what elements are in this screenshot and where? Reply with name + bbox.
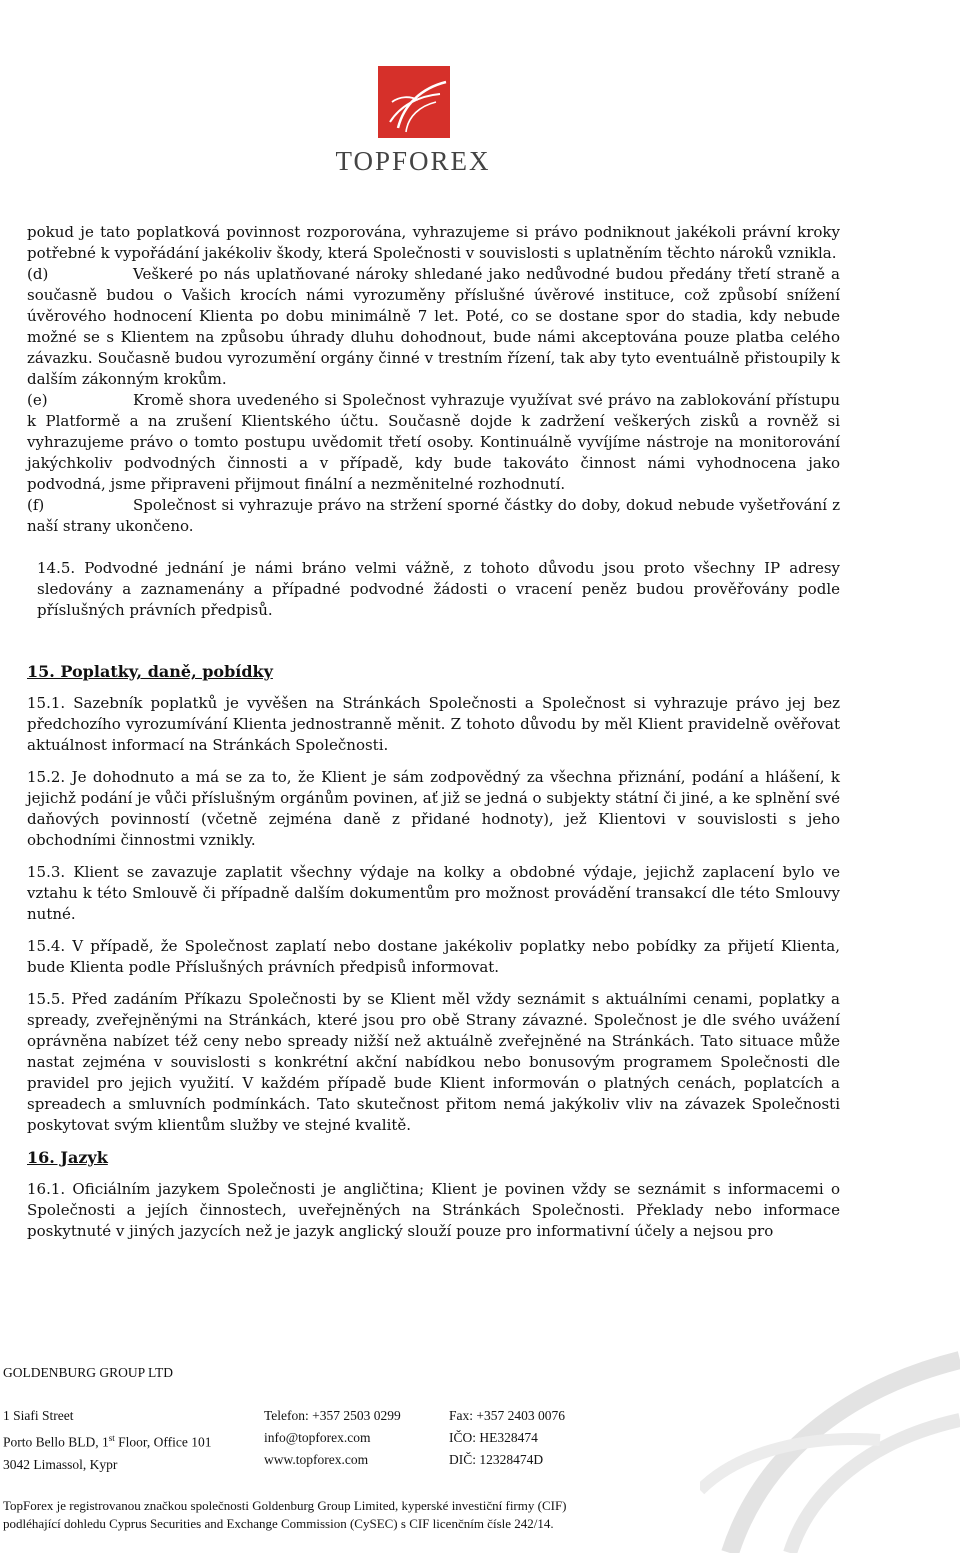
footer-legal-notice — [3, 1497, 903, 1533]
footer-ico: IČO: HE328474 — [449, 1430, 538, 1445]
paragraph-continuation: pokud je tato poplatková povinnost rozporována, vyhrazujeme si právo podniknout jakékoli právní kroky potřebné k vypořádání jakékoliv škody, která Společnosti v souvislosti s uplatněním těchto nároků vznikla. — [27, 223, 840, 262]
footer-email-link[interactable]: info@topforex.com — [264, 1430, 371, 1445]
company-logo — [318, 66, 508, 178]
clause-d-label: (d) — [27, 265, 49, 283]
section-15-3: 15.3. Klient se zavazuje zaplatit všechny výdaje na kolky a obdobné výdaje, jejichž zaplacení bylo ve vztahu k této Smlouvě či případně dalším dokumentům pro možnost provádění transakcí dle této Smlouvy nutné. — [27, 863, 840, 923]
footer-address-line-3: 3042 Limassol, Kypr — [3, 1456, 118, 1472]
section-15-5: 15.5. Před zadáním Příkazu Společnosti by se Klient měl vždy seznámit s aktuálními cenami, poplatky a spready, zveřejněnými na Stránkách, které jsou pro obě Strany závazné. Společnost je dle svého uvážení oprávněna nabízet též ceny nebo spready nižší než aktuálně zveřejněné na Stránkách. Tato situace může nastat zejména v souvislosti s konkrétní akční nabídkou nebo bonusovým programem Společnosti dle pravidel pro jejich využití. V každém případě bude Klient informován o platných cenách, poplatcích a spreadech a smluvních podmínkách. Tato skutečnost přitom nemá jakýkoliv vliv na závazek Společnosti poskytovat svým klientům služby ve stejné kvalitě. — [27, 990, 840, 1134]
clause-e — [27, 390, 840, 495]
footer-dic: DIČ: 12328474D — [449, 1452, 544, 1467]
footer-address-line-2 — [3, 1427, 211, 1454]
clause-e-label: (e) — [27, 391, 48, 409]
heading-16: 16. Jazyk — [27, 1148, 108, 1167]
logo-wordmark: TOPFOREX — [335, 146, 491, 176]
document-body — [27, 222, 840, 1242]
footer-fax: Fax: +357 2403 0076 — [449, 1408, 565, 1423]
footer-address-line-2-pre: Porto Bello BLD, 1 — [3, 1434, 109, 1450]
clause-d-text: Veškeré po nás uplatňované nároky shledané jako nedůvodné budou předány třetí straně a současně budou o Vašich krocích námi vyrozuměny příslušné úvěrové instituce, což způsobí snížení úvěrového hodnocení Klienta po dobu minimálně 7 let. Poté, co se dostane spor do stadia, kdy nebude možné se s Klientem na způsobu úhrady dluhu dohodnout, bude námi akceptována pouze platba celého závazku. Současně budou vyrozumění orgány činné v trestním řízení, tak aby tyto eventuálně přistoupily k dalším zákonným krokům. — [27, 265, 840, 388]
section-14-5: 14.5. Podvodné jednání je námi bráno velmi vážně, z tohoto důvodu jsou proto všechny IP adresy sledovány a zaznamenány a případné podvodné žádosti o vracení peněz budou prověřovány podle příslušných právních předpisů. — [37, 559, 840, 619]
footer-address — [3, 1405, 211, 1476]
footer-phone: Telefon: +357 2503 0299 — [264, 1408, 401, 1423]
footer-contact — [264, 1405, 401, 1471]
section-16-1: 16.1. Oficiálním jazykem Společnosti je angličtina; Klient je povinen vždy se seznámit s informacemi o Společnosti a jejích činnostech, uveřejněných na Stránkách Společnosti. Překlady nebo informace poskytnuté v jiných jazycích než je jazyk anglický slouží pouze pro informativní účely a nejsou pro — [27, 1180, 840, 1240]
clause-e-text: Kromě shora uvedeného si Společnost vyhrazuje využívat své právo na zablokování přístupu k Platformě a na zrušení Klientského účtu. Současně dojde k zadržení veškerých zisků a rovněž si vyhrazujeme právo o tomto postupu uvědomit třetí osoby. Kontinuálně vyvíjíme nástroje na monitorování jakýchkoliv podvodných činnosti a v případě, kdy bude takováto činnost námi vyhodnocena jako podvodná, jsme připraveni přijmout finální a nezměnitelné rozhodnutí. — [27, 391, 840, 493]
footer-address-line-1: 1 Siafi Street — [3, 1408, 74, 1423]
section-15-2: 15.2. Je dohodnuto a má se za to, že Klient je sám zodpovědný za všechna přiznání, podání a hlášení, k jejichž podání je vůči příslušným orgánům povinen, ať již se jedná o subjekty státní či jiné, a ke splnění své daňových povinností (včetně zejména daně z přidané hodnoty), jež Klientovi v souvislosti s jeho obchodními činnostmi vznikly. — [27, 768, 840, 849]
clause-d — [27, 264, 840, 390]
heading-15: 15. Poplatky, daně, pobídky — [27, 662, 273, 681]
footer-company-name: GOLDENBURG GROUP LTD — [3, 1365, 174, 1380]
footer-address-line-2-sup: st — [108, 1433, 115, 1443]
topforex-logo-icon — [378, 66, 450, 138]
section-15-4: 15.4. V případě, že Společnost zaplatí nebo dostane jakékoliv poplatky nebo pobídky za přijetí Klienta, bude Klienta podle Příslušných právních předpisů informovat. — [27, 937, 840, 976]
footer-legal-line-1: TopForex je registrovanou značkou společnosti Goldenburg Group Limited, kyperské investiční firmy (CIF) — [3, 1498, 567, 1513]
clause-f — [27, 495, 840, 537]
footer-registration — [449, 1405, 565, 1471]
footer-website-link[interactable]: www.topforex.com — [264, 1452, 369, 1467]
section-15-1: 15.1. Sazebník poplatků je vyvěšen na Stránkách Společnosti a Společnost si vyhrazuje právo jej bez předchozího vyrozumívání Klienta jednostranně měnit. Z tohoto důvodu by měl Klient pravidelně ověřovat aktuálnost informací na Stránkách Společnosti. — [27, 694, 840, 754]
clause-f-text: Společnost si vyhrazuje právo na stržení sporné částky do doby, dokud nebude vyšetřování z naší strany ukončeno. — [27, 496, 840, 535]
footer-legal-line-2: podléhající dohledu Cyprus Securities and Exchange Commission (CySEC) s CIF licenčním čísle 242/14. — [3, 1516, 554, 1531]
footer-address-line-2-post: Floor, Office 101 — [114, 1434, 212, 1450]
clause-f-label: (f) — [27, 496, 45, 514]
